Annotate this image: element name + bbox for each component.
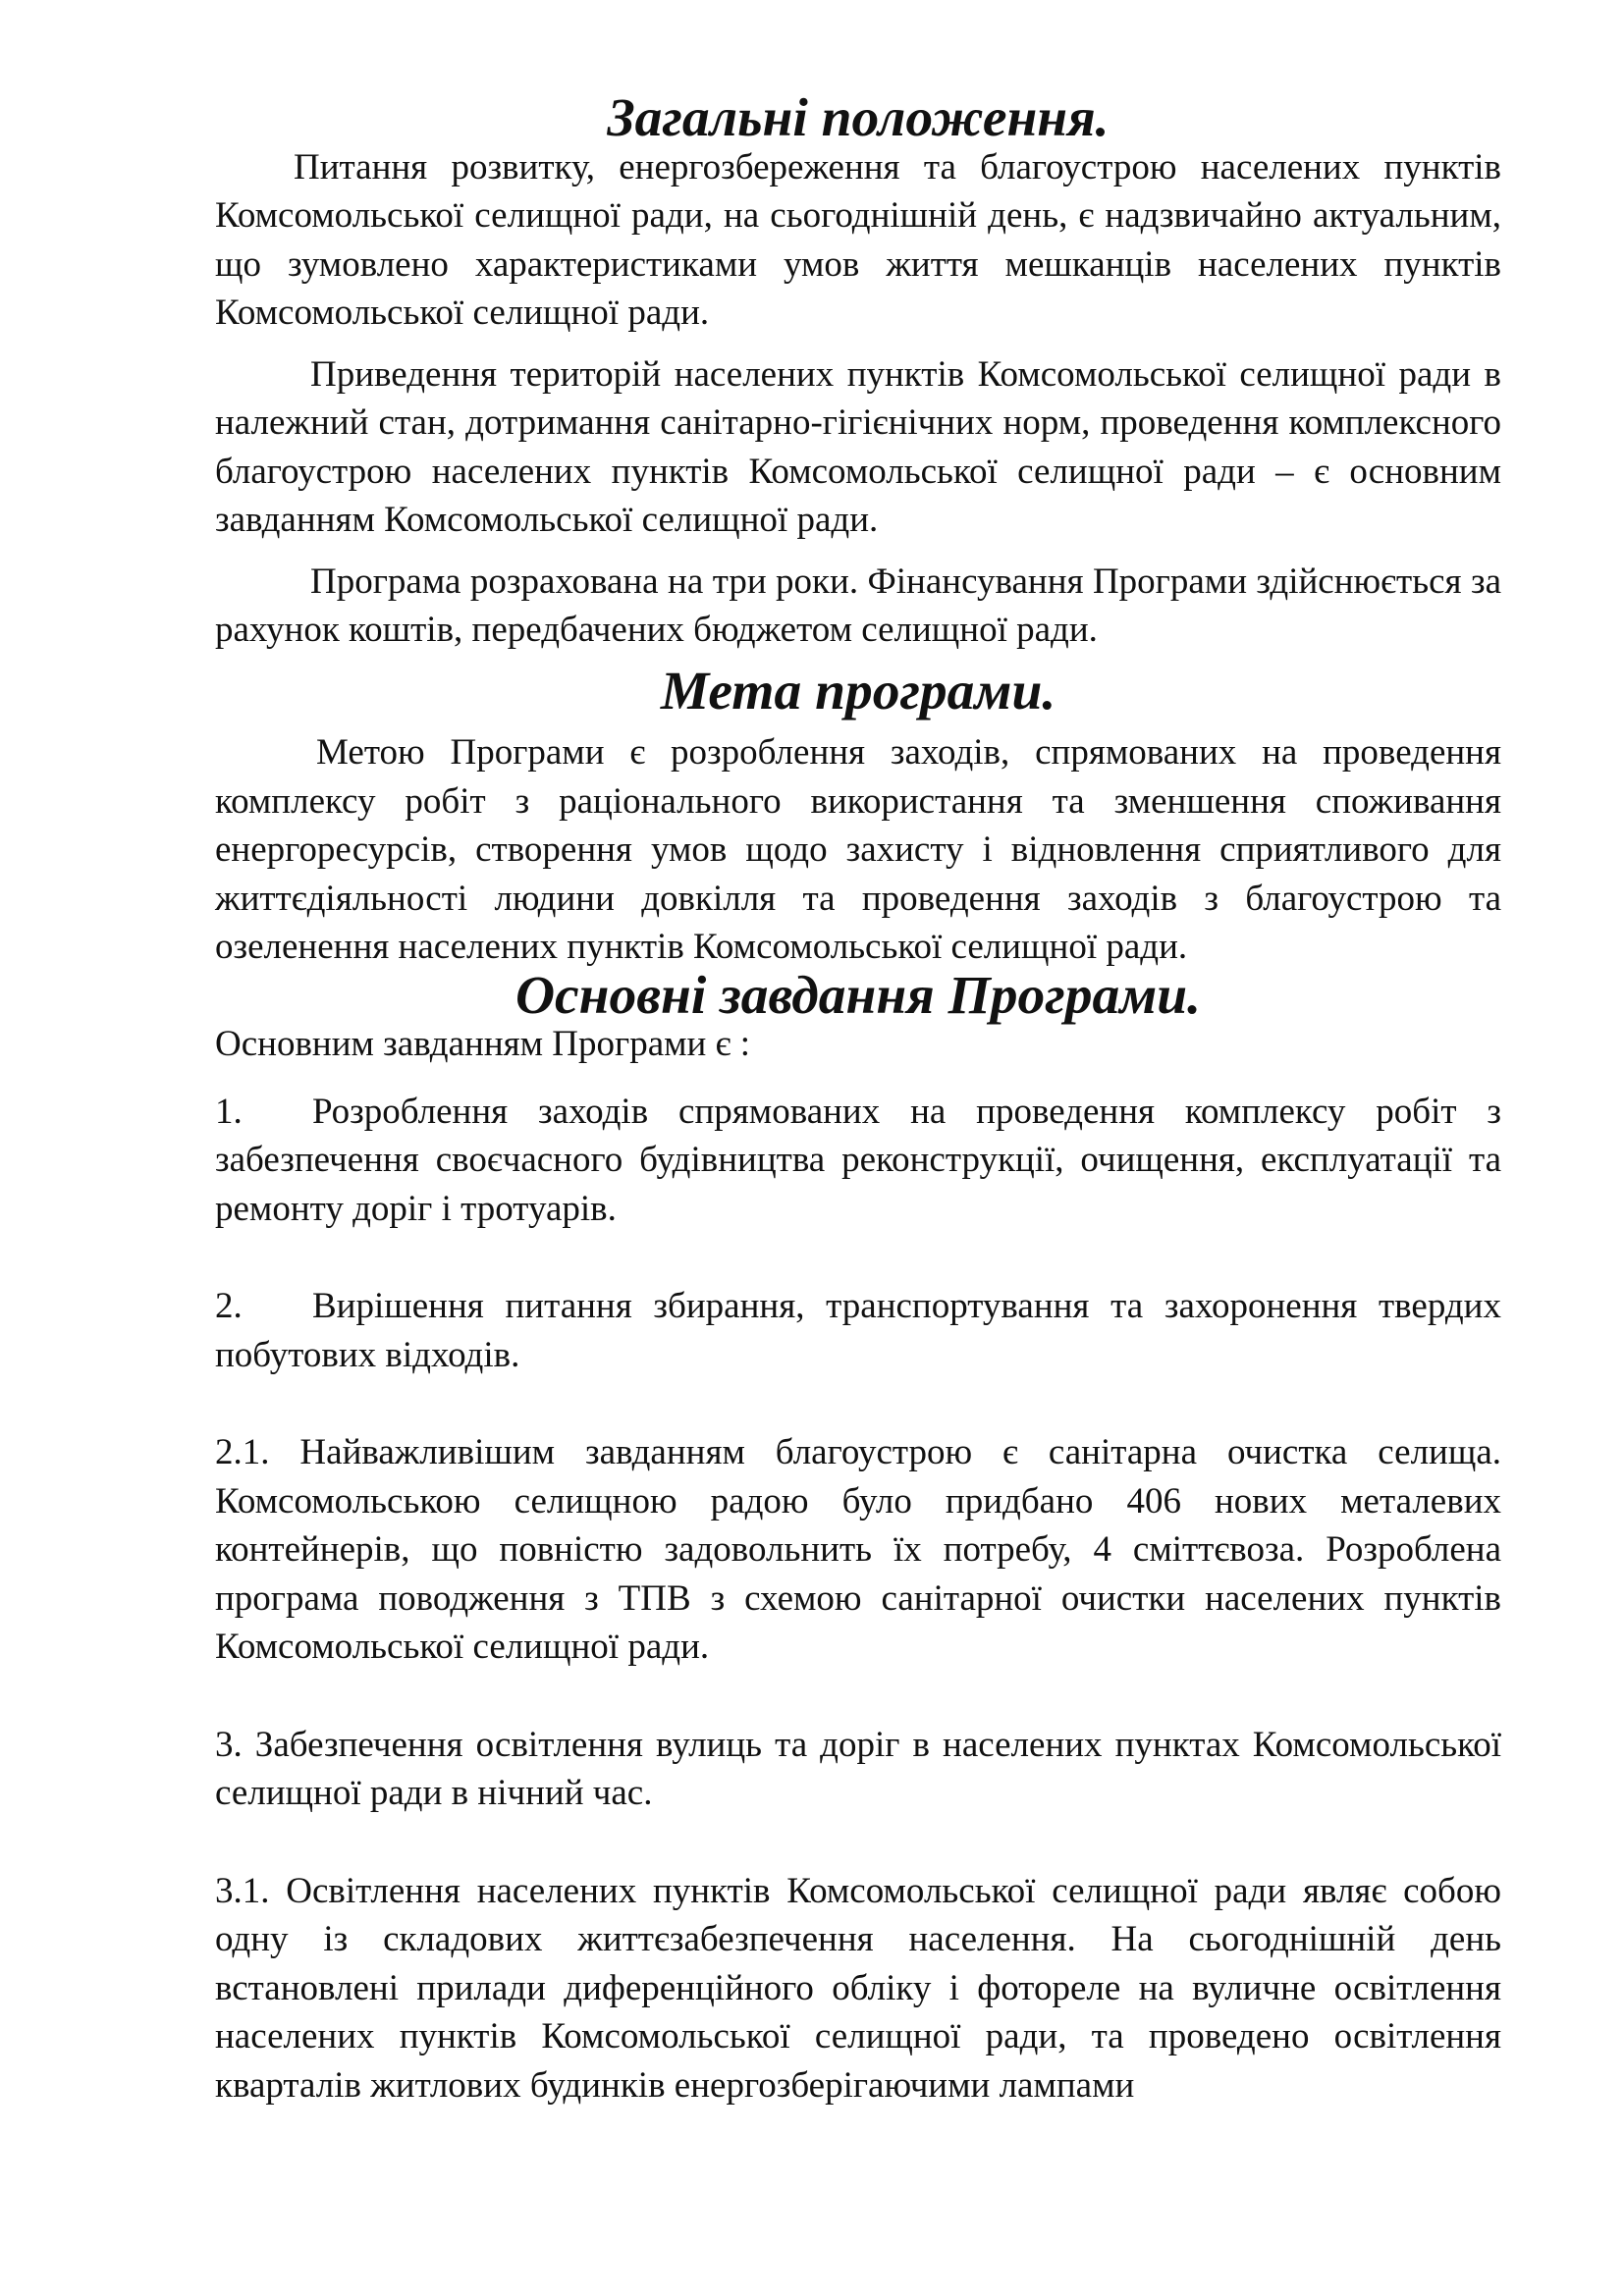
list-item-2	[215, 1282, 1501, 1379]
heading-tasks: Основні завдання Програми.	[514, 965, 1202, 1026]
paragraph-goal-1: Метою Програми є розроблення заходів, спрямованих на проведення комплексу робіт з раціонального використання та зменшення споживання енергоресурсів, створення умов щодо захисту і відновлення сприятливого для життєдіяльності людини довкілля та проведення заходів з благоустрою та озеленення населених пунктів Комсомольської селищної ради.	[215, 732, 1501, 967]
list-item-3: 3. Забезпечення освітлення вулиць та доріг в населених пунктах Комсомольської селищної ради в нічний час.	[215, 1724, 1501, 1813]
paragraph-general-3: Програма розрахована на три роки. Фінансування Програми здійснюється за рахунок коштів, передбачених бюджетом селищної ради.	[215, 561, 1501, 650]
list-item-1	[215, 1088, 1501, 1234]
list-item-1-number: 1.	[215, 1091, 243, 1132]
document-page	[215, 88, 1501, 2109]
heading-general: Загальні положення.	[607, 88, 1110, 148]
paragraph-general-2: Приведення територій населених пунктів Комсомольської селищної ради в належний стан, дотримання санітарно-гігієнічних норм, проведення комплексного благоустрою населених пунктів Комсомольської селищної ради – є основним завданням Комсомольської селищної ради.	[215, 353, 1501, 540]
list-item-1-text: Розроблення заходів спрямованих на проведення комплексу робіт з забезпечення своєчасного будівництва реконструкції, очищення, експлуатації та ремонту доріг і тротуарів.	[215, 1091, 1501, 1229]
paragraph-general-1: Питання розвитку, енергозбереження та благоустрою населених пунктів Комсомольської селищної ради, на сьогоднішній день, є надзвичайно актуальним, що зумовлено характеристиками умов життя мешканців населених пунктів Комсомольської селищної ради.	[215, 146, 1501, 333]
paragraph-tasks-intro: Основним завданням Програми є :	[215, 1024, 750, 1064]
list-item-2-number: 2.	[215, 1286, 243, 1326]
list-item-2-text: Вирішення питання збирання, транспортування та захоронення твердих побутових відходів.	[215, 1286, 1501, 1375]
list-item-2-1: 2.1. Найважливішим завданням благоустрою є санітарна очистка селища. Комсомольською селищною радою було придбано 406 нових металевих контейнерів, що повністю задовольнить їх потребу, 4 сміттєвоза. Розроблена програма поводження з ТПВ з схемою санітарної очистки населених пунктів Комсомольської селищної ради.	[215, 1432, 1501, 1667]
heading-goal: Мета програми.	[660, 661, 1056, 721]
list-item-3-1: 3.1. Освітлення населених пунктів Комсомольської селищної ради являє собою одну із складових життєзабезпечення населення. На сьогоднішній день встановлені прилади диференційного обліку і фотореле на вуличне освітлення населених пунктів Комсомольської селищної ради, та проведено освітлення кварталів житлових будинків енергозберігаючими лампами	[215, 1870, 1501, 2106]
